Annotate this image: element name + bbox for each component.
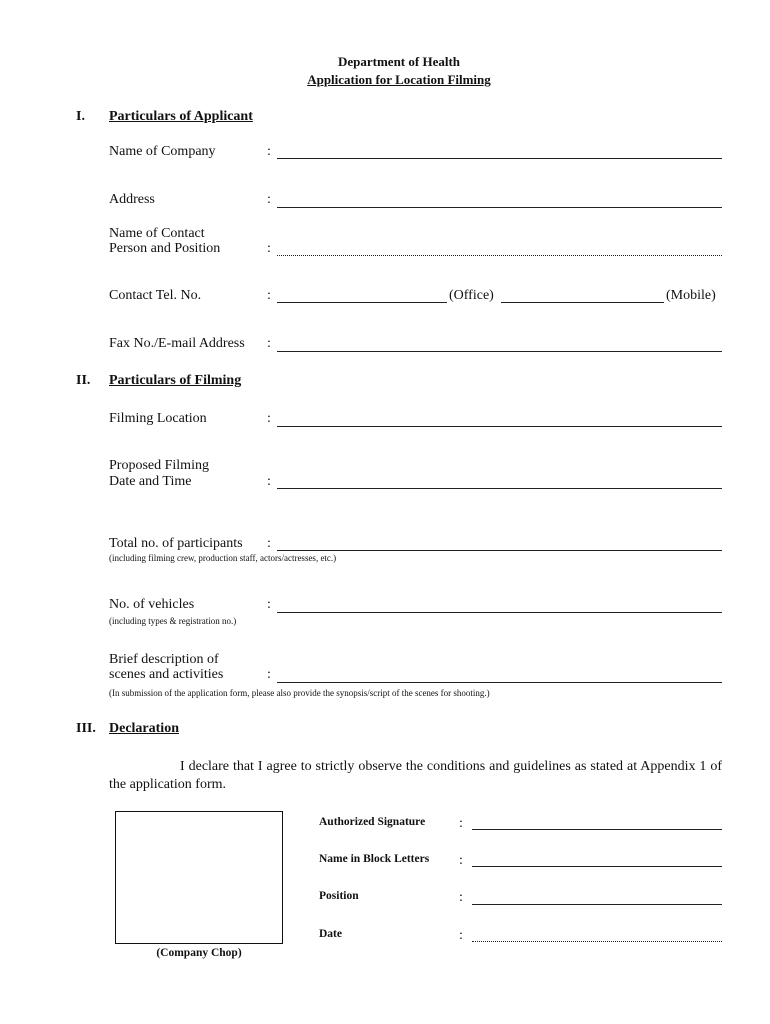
brief-description-note: (In submission of the application form, please also provide the synopsis/script of the scenes for shooting.) <box>109 688 490 698</box>
section-3-number: III. <box>76 721 96 736</box>
brief-description-field[interactable] <box>277 682 722 683</box>
date-colon: : <box>459 928 463 943</box>
participants-label: Total no. of participants <box>109 536 243 551</box>
company-chop-box[interactable] <box>115 811 283 944</box>
block-letters-label: Name in Block Letters <box>319 853 430 865</box>
contact-person-field[interactable] <box>277 255 722 256</box>
section-3-title: Declaration <box>109 721 179 736</box>
signature-colon: : <box>459 816 463 831</box>
address-colon: : <box>267 192 271 207</box>
tel-mobile-label: (Mobile) <box>666 288 716 303</box>
position-colon: : <box>459 890 463 905</box>
participants-note: (including filming crew, production staff, actors/actresses, etc.) <box>109 553 337 563</box>
vehicles-colon: : <box>267 597 271 612</box>
contact-person-label-1: Name of Contact <box>109 226 205 241</box>
signature-field[interactable] <box>472 829 722 830</box>
declaration-text: I declare that I agree to strictly observe the conditions and guidelines as stated at Appendix 1 of the application form. <box>109 759 722 792</box>
contact-person-label-2: Person and Position <box>109 241 221 256</box>
signature-label: Authorized Signature <box>319 816 426 828</box>
proposed-date-colon: : <box>267 474 271 489</box>
fax-email-colon: : <box>267 336 271 351</box>
company-colon: : <box>267 144 271 159</box>
fax-email-field[interactable] <box>277 351 722 352</box>
tel-office-label: (Office) <box>449 288 494 303</box>
brief-description-label-1: Brief description of <box>109 652 219 667</box>
block-letters-field[interactable] <box>472 866 722 867</box>
position-field[interactable] <box>472 904 722 905</box>
tel-mobile-field[interactable] <box>501 302 664 303</box>
form-title: Application for Location Filming <box>307 72 491 87</box>
filming-location-colon: : <box>267 411 271 426</box>
company-field[interactable] <box>277 158 722 159</box>
vehicles-note: (including types & registration no.) <box>109 616 237 626</box>
tel-colon: : <box>267 288 271 303</box>
filming-location-field[interactable] <box>277 426 722 427</box>
date-label: Date <box>319 928 342 940</box>
block-letters-colon: : <box>459 853 463 868</box>
tel-label: Contact Tel. No. <box>109 288 202 303</box>
section-1-title: Particulars of Applicant <box>109 109 253 124</box>
fax-email-label: Fax No./E-mail Address <box>109 336 245 351</box>
address-field[interactable] <box>277 207 722 208</box>
proposed-date-label-1: Proposed Filming <box>109 458 209 473</box>
position-label: Position <box>319 890 359 902</box>
brief-description-label-2: scenes and activities <box>109 667 224 682</box>
section-2-title: Particulars of Filming <box>109 373 242 388</box>
vehicles-label: No. of vehicles <box>109 597 195 612</box>
company-chop-caption: (Company Chop) <box>156 947 242 959</box>
vehicles-field[interactable] <box>277 612 722 613</box>
participants-field[interactable] <box>277 550 722 551</box>
tel-office-field[interactable] <box>277 302 447 303</box>
proposed-date-label-2: Date and Time <box>109 474 192 489</box>
company-label: Name of Company <box>109 144 216 159</box>
address-label: Address <box>109 192 155 207</box>
date-field[interactable] <box>472 941 722 942</box>
section-1-number: I. <box>76 109 85 124</box>
participants-colon: : <box>267 536 271 551</box>
brief-description-colon: : <box>267 667 271 682</box>
contact-person-colon: : <box>267 241 271 256</box>
section-2-number: II. <box>76 373 91 388</box>
proposed-date-field[interactable] <box>277 488 722 489</box>
department-title: Department of Health <box>337 54 461 69</box>
filming-location-label: Filming Location <box>109 411 207 426</box>
